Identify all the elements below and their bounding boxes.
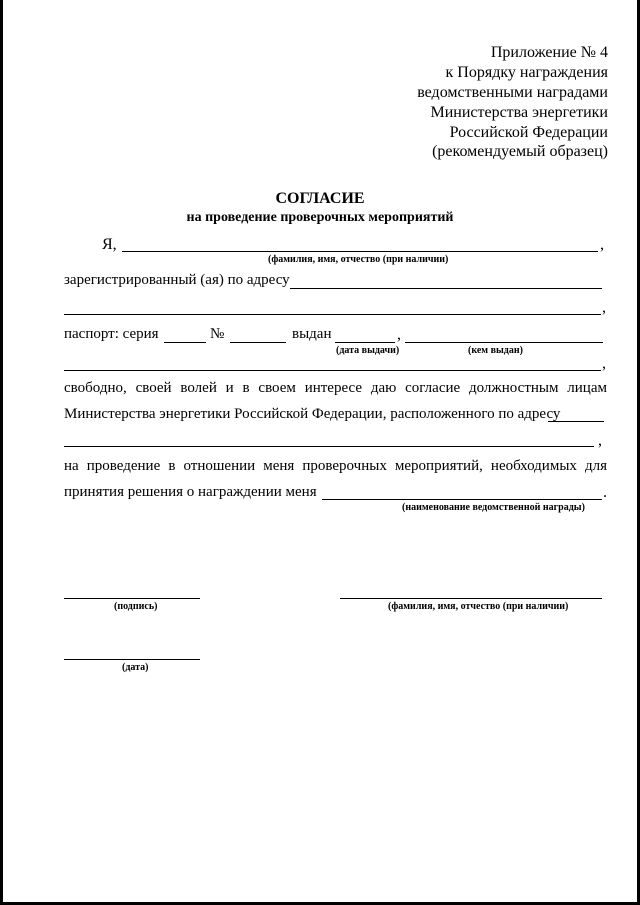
signer-fio-caption: (фамилия, имя, отчество (при наличии): [388, 601, 569, 612]
signature-caption: (подпись): [114, 601, 158, 612]
award-period: .: [603, 484, 607, 501]
address-line-1[interactable]: [290, 288, 602, 289]
header-appendix: Приложение № 4: [490, 44, 608, 61]
fio-line[interactable]: [122, 251, 598, 252]
ministry-address-line-1[interactable]: [548, 421, 604, 422]
award-name-line[interactable]: [322, 499, 602, 500]
purpose-text-line-2: принятия решения о награждении меня: [64, 484, 317, 500]
address-line-2[interactable]: [64, 314, 601, 315]
date-caption: (дата): [122, 662, 149, 673]
issue-date-comma: ,: [397, 326, 401, 343]
header-federation: Российской Федерации: [449, 124, 608, 141]
header-ministry: Министерства энергетики: [430, 104, 608, 121]
award-caption: (наименование ведомственной награды): [402, 502, 585, 513]
fio-comma: ,: [600, 236, 604, 253]
purpose-text-line-1: на проведение в отношении меня проверочных мероприятий, необходимых для: [64, 458, 607, 474]
issued-by-line-2[interactable]: [64, 370, 601, 371]
signer-fio-line[interactable]: [340, 598, 602, 599]
issued-by-caption: (кем выдан): [468, 345, 523, 356]
issue-date-line[interactable]: [335, 342, 395, 343]
passport-series-line[interactable]: [164, 342, 206, 343]
header-awards: ведомственными наградами: [417, 84, 608, 101]
ministry-address-comma: ,: [598, 432, 602, 449]
issued-by-line[interactable]: [405, 342, 603, 343]
header-order: к Порядку награждения: [445, 64, 608, 81]
fio-caption: (фамилия, имя, отчество (при наличии): [268, 254, 449, 265]
address-comma: ,: [602, 299, 606, 316]
passport-number-line[interactable]: [230, 342, 286, 343]
issued-by-comma: ,: [602, 355, 606, 372]
passport-number-label: №: [210, 326, 225, 342]
consent-text-line-2: Министерства энергетики Российской Федерации, расположенного по адресу: [64, 406, 561, 422]
date-line[interactable]: [64, 659, 200, 660]
registered-label: зарегистрированный (ая) по адресу: [64, 272, 290, 288]
signature-line[interactable]: [64, 598, 200, 599]
issued-label: выдан: [292, 326, 332, 342]
issue-date-caption: (дата выдачи): [336, 345, 400, 356]
i-label: Я,: [102, 236, 117, 253]
consent-text-line-1: свободно, своей волей и в своем интересе даю согласие должностным лицам: [64, 380, 607, 396]
passport-series-label: паспорт: серия: [64, 326, 159, 342]
ministry-address-line-2[interactable]: [64, 446, 594, 447]
document-subtitle: на проведение проверочных мероприятий: [186, 210, 454, 225]
left-scan-edge: [0, 0, 3, 905]
header-sample-note: (рекомендуемый образец): [432, 143, 608, 160]
document-title: СОГЛАСИЕ: [275, 190, 365, 207]
